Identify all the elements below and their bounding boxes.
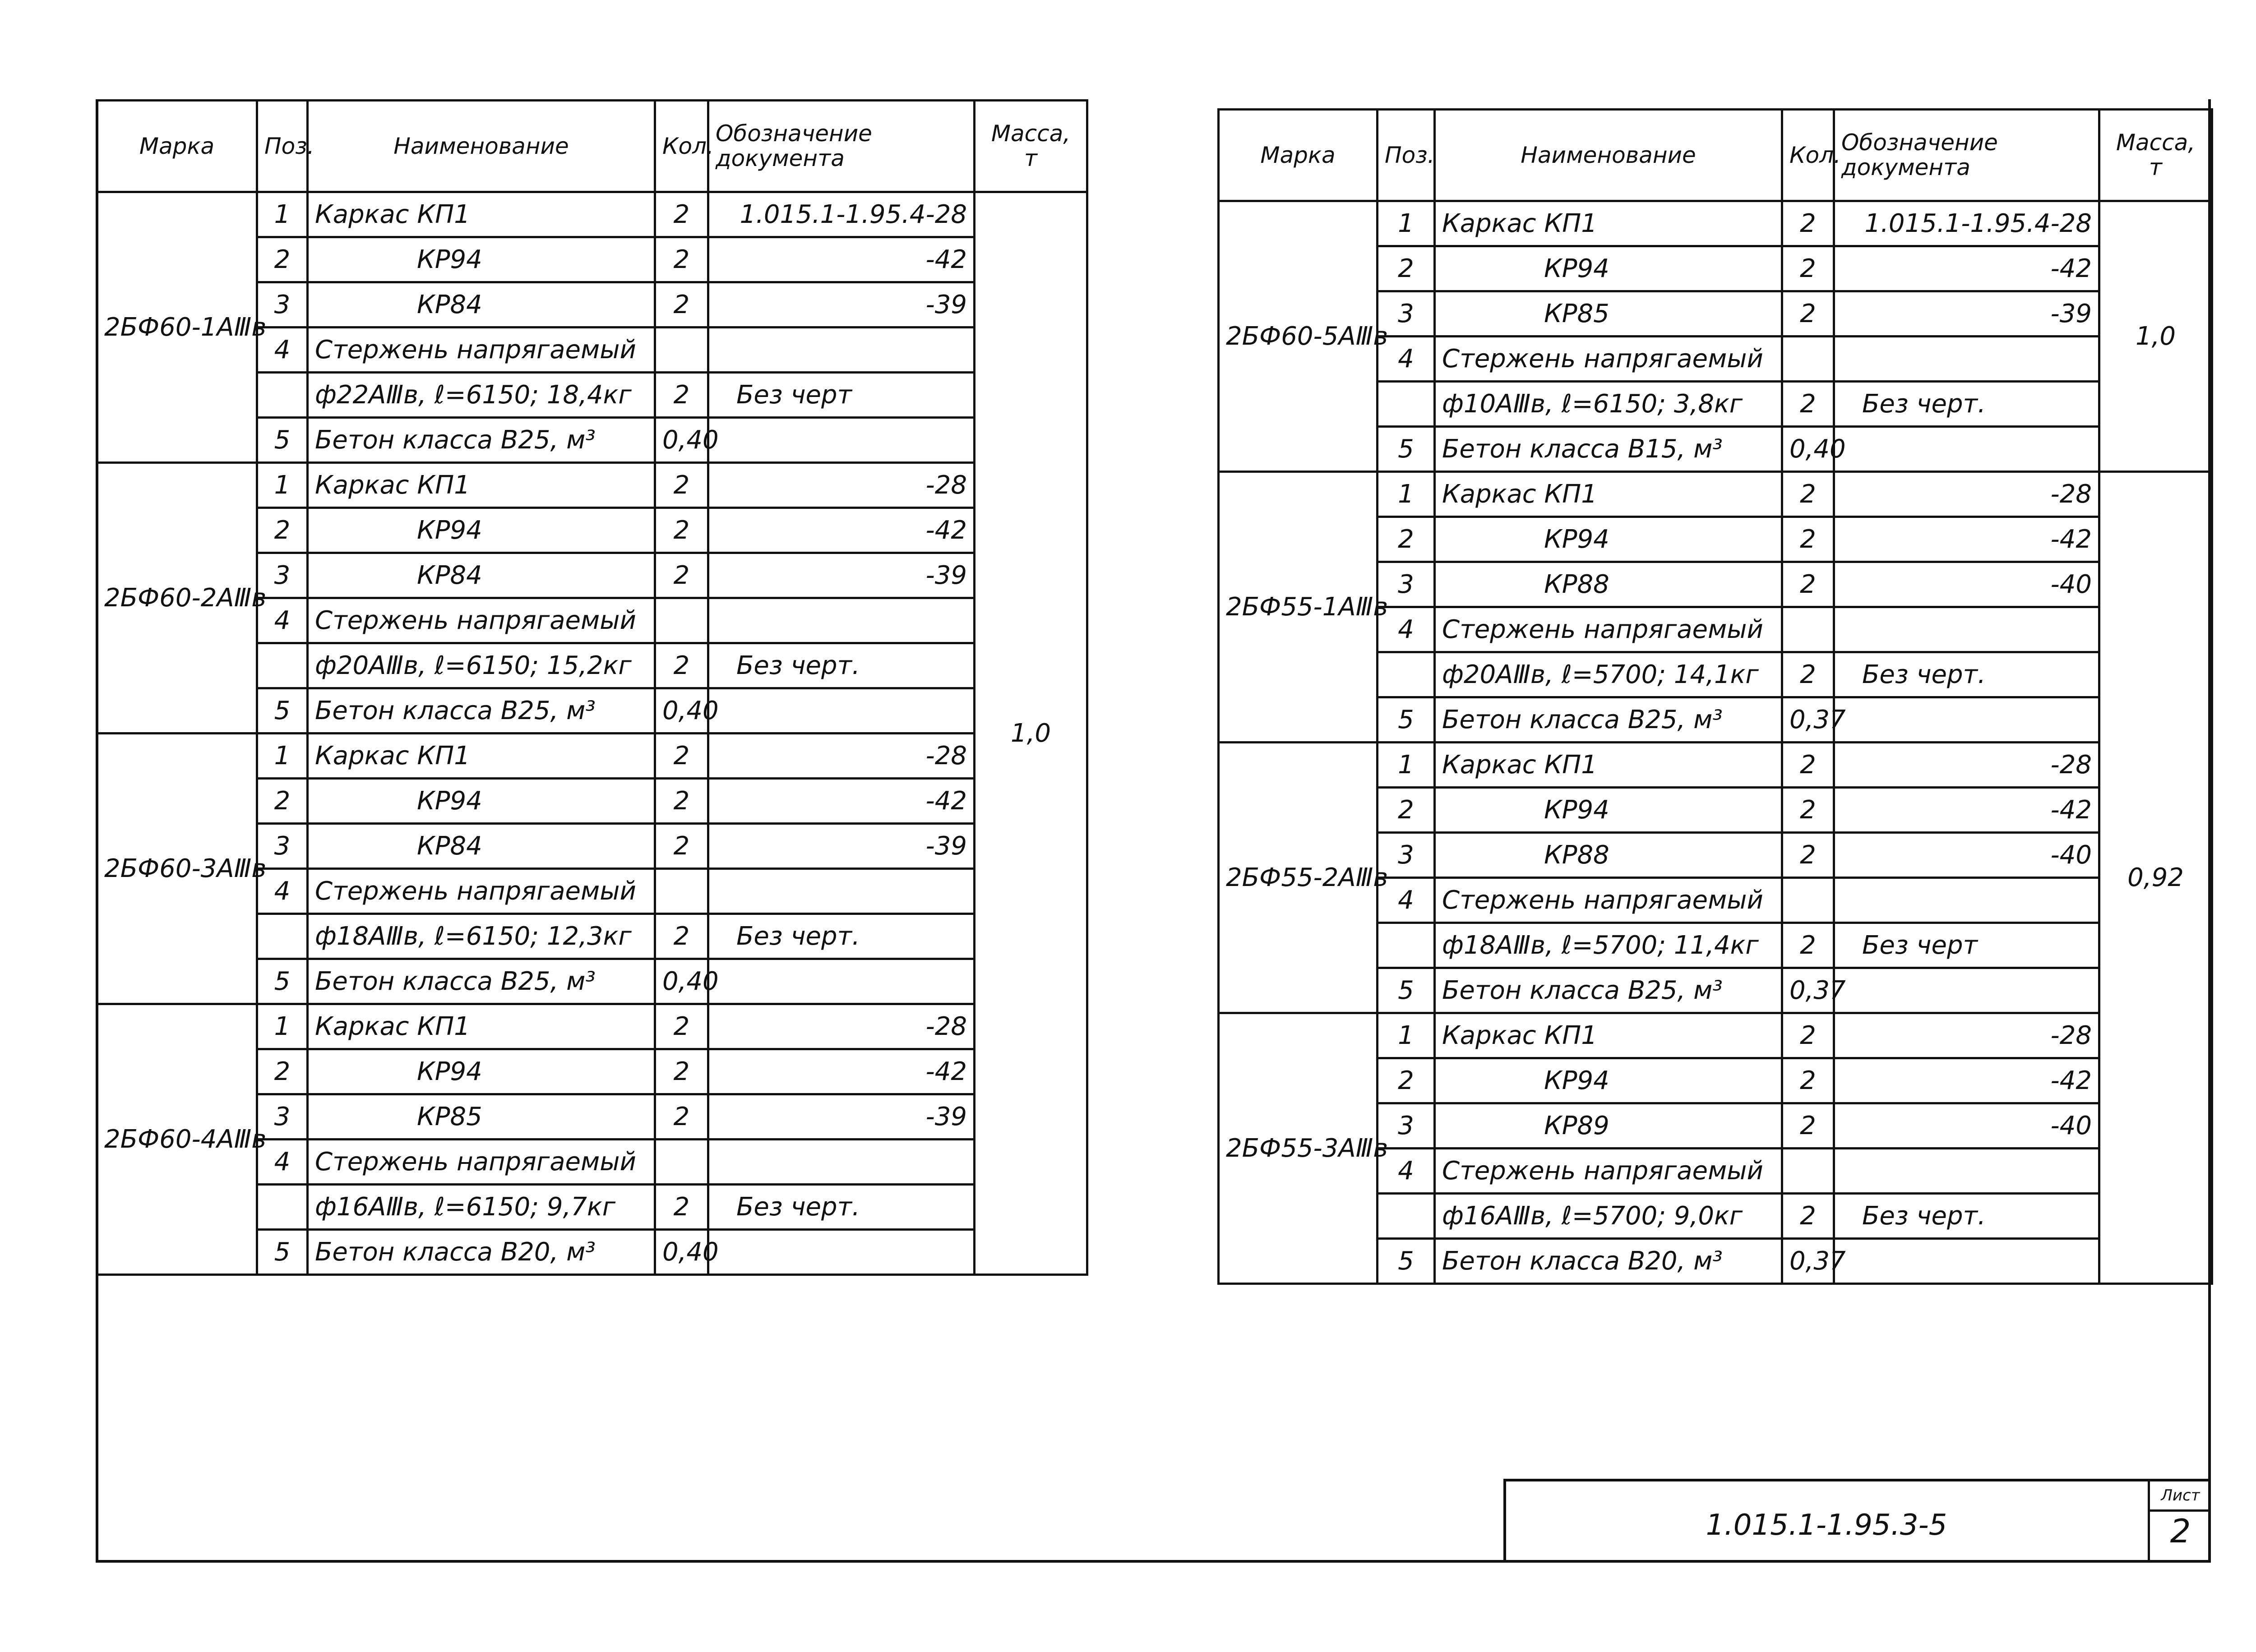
document-cell (708, 688, 975, 734)
quantity-cell: 2 (655, 1185, 708, 1230)
quantity-cell: 2 (655, 463, 708, 508)
item-name-cell: Стержень напрягаемый (308, 328, 655, 373)
mark-cell: 2БФ55-3АⅢв (1219, 1013, 1378, 1284)
table-row (97, 192, 1087, 237)
item-name-cell: Стержень напрягаемый (308, 869, 655, 914)
title-block (1503, 1479, 2211, 1563)
header-name: Наименование (308, 101, 655, 192)
quantity-cell: 2 (1782, 382, 1834, 427)
item-name-cell: КР94 (1435, 246, 1782, 291)
sheet-label: Лист (2150, 1481, 2211, 1512)
document-cell (1834, 1149, 2099, 1194)
position-cell (257, 643, 308, 688)
document-cell (1834, 968, 2099, 1013)
item-name-cell: КР94 (308, 237, 655, 282)
quantity-cell: 2 (1782, 923, 1834, 968)
item-name-cell: КР89 (1435, 1103, 1782, 1149)
quantity-cell: 2 (655, 914, 708, 959)
position-cell: 5 (257, 1230, 308, 1275)
document-cell: -28 (1834, 743, 2099, 788)
position-cell: 4 (257, 869, 308, 914)
item-name-cell: ф10АⅢв, ℓ=6150; 3,8кг (1435, 382, 1782, 427)
mark-cell: 2БФ55-2АⅢв (1219, 743, 1378, 1013)
document-cell: Без черт. (708, 643, 975, 688)
item-name-cell: КР94 (1435, 788, 1782, 833)
quantity-cell: 2 (655, 734, 708, 779)
quantity-cell: 0,37 (1782, 1239, 1834, 1284)
document-cell: -39 (708, 553, 975, 598)
position-cell: 1 (257, 1004, 308, 1049)
quantity-cell: 2 (655, 643, 708, 688)
item-name-cell: Каркас КП1 (308, 192, 655, 237)
document-code: 1.015.1-1.95.3-5 (1706, 1509, 1947, 1542)
header-doc: Обозначение документа (1834, 110, 2099, 201)
document-cell: -28 (708, 463, 975, 508)
item-name-cell: ф22АⅢв, ℓ=6150; 18,4кг (308, 373, 655, 418)
document-cell: Без черт (708, 373, 975, 418)
position-cell (1378, 382, 1435, 427)
item-name-cell: КР84 (308, 553, 655, 598)
header-mark: Марка (1219, 110, 1378, 201)
quantity-cell: 2 (1782, 833, 1834, 878)
quantity-cell: 2 (655, 553, 708, 598)
quantity-cell (655, 328, 708, 373)
document-cell: -40 (1834, 562, 2099, 607)
position-cell: 2 (1378, 1058, 1435, 1103)
position-cell: 5 (1378, 968, 1435, 1013)
quantity-cell: 2 (1782, 291, 1834, 337)
position-cell: 3 (257, 553, 308, 598)
quantity-cell: 0,37 (1782, 968, 1834, 1013)
mark-cell: 2БФ55-1АⅢв (1219, 472, 1378, 743)
sheet-number: 2 (2170, 1512, 2191, 1550)
quantity-cell: 2 (1782, 472, 1834, 517)
document-cell: -39 (708, 1094, 975, 1140)
header-pos: Поз. (257, 101, 308, 192)
mass-cell: 1,0 (975, 192, 1087, 1275)
table-row (97, 1004, 1087, 1049)
item-name-cell: Стержень напрягаемый (1435, 337, 1782, 382)
table-row (1219, 1013, 2212, 1058)
table-row (97, 734, 1087, 779)
quantity-cell: 2 (1782, 743, 1834, 788)
quantity-cell (1782, 1149, 1834, 1194)
sheet-number-cell (2148, 1481, 2211, 1563)
item-name-cell: ф18АⅢв, ℓ=5700; 11,4кг (1435, 923, 1782, 968)
position-cell (257, 373, 308, 418)
quantity-cell (655, 869, 708, 914)
table-row (1219, 201, 2212, 246)
position-cell: 2 (1378, 246, 1435, 291)
item-name-cell: Бетон класса В25, м³ (1435, 697, 1782, 743)
document-cell (1834, 1239, 2099, 1284)
quantity-cell: 0,40 (655, 688, 708, 734)
quantity-cell: 2 (655, 779, 708, 824)
header-qty: Кол. (655, 101, 708, 192)
item-name-cell: Каркас КП1 (1435, 472, 1782, 517)
document-cell: -42 (708, 237, 975, 282)
quantity-cell: 0,40 (655, 959, 708, 1004)
quantity-cell: 2 (655, 237, 708, 282)
item-name-cell: ф20АⅢв, ℓ=6150; 15,2кг (308, 643, 655, 688)
table-row (1219, 743, 2212, 788)
item-name-cell: Бетон класса В25, м³ (308, 688, 655, 734)
mark-cell: 2БФ60-5АⅢв (1219, 201, 1378, 472)
item-name-cell: КР84 (308, 824, 655, 869)
quantity-cell (1782, 607, 1834, 652)
item-name-cell: Бетон класса В15, м³ (1435, 427, 1782, 472)
item-name-cell: Каркас КП1 (308, 463, 655, 508)
item-name-cell: КР88 (1435, 833, 1782, 878)
document-cell: -40 (1834, 1103, 2099, 1149)
quantity-cell: 2 (655, 373, 708, 418)
position-cell: 4 (257, 598, 308, 643)
document-cell: Без черт. (708, 914, 975, 959)
header-pos: Поз. (1378, 110, 1435, 201)
mark-cell: 2БФ60-4АⅢв (97, 1004, 257, 1275)
document-cell (1834, 697, 2099, 743)
item-name-cell: ф20АⅢв, ℓ=5700; 14,1кг (1435, 652, 1782, 697)
quantity-cell: 2 (1782, 246, 1834, 291)
position-cell: 2 (1378, 788, 1435, 833)
position-cell: 3 (257, 824, 308, 869)
document-cell: -42 (1834, 788, 2099, 833)
quantity-cell: 2 (1782, 788, 1834, 833)
quantity-cell: 0,40 (655, 418, 708, 463)
document-cell: -28 (708, 734, 975, 779)
position-cell: 4 (257, 1140, 308, 1185)
position-cell: 3 (257, 1094, 308, 1140)
quantity-cell: 2 (1782, 201, 1834, 246)
item-name-cell: Стержень напрягаемый (308, 1140, 655, 1185)
position-cell (1378, 1194, 1435, 1239)
position-cell: 2 (1378, 517, 1435, 562)
position-cell: 5 (257, 959, 308, 1004)
header-mass: Масса, т (975, 101, 1087, 192)
document-cell: 1.015.1-1.95.4-28 (1834, 201, 2099, 246)
position-cell: 2 (257, 779, 308, 824)
mass-cell: 1,0 (2099, 201, 2212, 472)
position-cell: 1 (257, 463, 308, 508)
document-cell: -28 (1834, 1013, 2099, 1058)
document-cell: Без черт. (708, 1185, 975, 1230)
position-cell (1378, 923, 1435, 968)
item-name-cell: КР85 (1435, 291, 1782, 337)
item-name-cell: КР94 (1435, 517, 1782, 562)
quantity-cell: 2 (655, 1049, 708, 1094)
item-name-cell: Стержень напрягаемый (1435, 878, 1782, 923)
document-cell: -28 (1834, 472, 2099, 517)
document-cell: -42 (1834, 1058, 2099, 1103)
header-doc: Обозначение документа (708, 101, 975, 192)
document-cell: -42 (708, 1049, 975, 1094)
position-cell: 1 (1378, 1013, 1435, 1058)
document-cell: -28 (708, 1004, 975, 1049)
quantity-cell: 2 (655, 508, 708, 553)
item-name-cell: Каркас КП1 (1435, 201, 1782, 246)
table-row (97, 463, 1087, 508)
item-name-cell: Бетон класса В20, м³ (308, 1230, 655, 1275)
document-cell (1834, 607, 2099, 652)
header-qty: Кол. (1782, 110, 1834, 201)
item-name-cell: КР84 (308, 282, 655, 328)
position-cell: 5 (1378, 1239, 1435, 1284)
table-row (1219, 472, 2212, 517)
position-cell: 5 (257, 418, 308, 463)
header-mark: Марка (97, 101, 257, 192)
document-cell (708, 598, 975, 643)
quantity-cell (655, 598, 708, 643)
quantity-cell: 2 (1782, 517, 1834, 562)
item-name-cell: Каркас КП1 (308, 1004, 655, 1049)
position-cell: 2 (257, 508, 308, 553)
quantity-cell: 2 (655, 1004, 708, 1049)
table-header-row (97, 101, 1087, 192)
left-spec-table (96, 99, 1088, 1276)
quantity-cell: 0,40 (1782, 427, 1834, 472)
document-cell (708, 959, 975, 1004)
quantity-cell: 0,40 (655, 1230, 708, 1275)
quantity-cell: 2 (1782, 1103, 1834, 1149)
document-cell: Без черт (1834, 923, 2099, 968)
quantity-cell: 2 (1782, 1194, 1834, 1239)
header-name: Наименование (1435, 110, 1782, 201)
document-cell: Без черт. (1834, 1194, 2099, 1239)
position-cell: 5 (1378, 427, 1435, 472)
position-cell (257, 1185, 308, 1230)
position-cell (1378, 652, 1435, 697)
quantity-cell: 0,37 (1782, 697, 1834, 743)
item-name-cell: КР88 (1435, 562, 1782, 607)
quantity-cell (1782, 878, 1834, 923)
item-name-cell: Бетон класса В25, м³ (1435, 968, 1782, 1013)
position-cell: 5 (1378, 697, 1435, 743)
item-name-cell: КР94 (308, 508, 655, 553)
position-cell: 1 (257, 734, 308, 779)
item-name-cell: Стержень напрягаемый (308, 598, 655, 643)
document-cell (708, 328, 975, 373)
document-cell (1834, 427, 2099, 472)
right-spec-table (1217, 108, 2213, 1285)
table-header-row (1219, 110, 2212, 201)
item-name-cell: КР94 (1435, 1058, 1782, 1103)
item-name-cell: КР94 (308, 779, 655, 824)
item-name-cell: Стержень напрягаемый (1435, 1149, 1782, 1194)
document-cell: -39 (1834, 291, 2099, 337)
item-name-cell: Каркас КП1 (1435, 1013, 1782, 1058)
item-name-cell: КР85 (308, 1094, 655, 1140)
quantity-cell: 2 (655, 1094, 708, 1140)
item-name-cell: Стержень напрягаемый (1435, 607, 1782, 652)
position-cell: 2 (257, 237, 308, 282)
position-cell: 1 (257, 192, 308, 237)
document-cell (708, 869, 975, 914)
document-cell: -39 (708, 824, 975, 869)
mass-cell: 0,92 (2099, 472, 2212, 1284)
position-cell (257, 914, 308, 959)
document-cell: -40 (1834, 833, 2099, 878)
position-cell: 1 (1378, 472, 1435, 517)
mark-cell: 2БФ60-1АⅢв (97, 192, 257, 463)
quantity-cell: 2 (1782, 1013, 1834, 1058)
position-cell: 3 (1378, 833, 1435, 878)
position-cell: 1 (1378, 201, 1435, 246)
item-name-cell: ф18АⅢв, ℓ=6150; 12,3кг (308, 914, 655, 959)
document-cell: -42 (708, 779, 975, 824)
position-cell: 4 (1378, 878, 1435, 923)
document-cell: -42 (1834, 246, 2099, 291)
quantity-cell (655, 1140, 708, 1185)
document-cell: 1.015.1-1.95.4-28 (708, 192, 975, 237)
item-name-cell: КР94 (308, 1049, 655, 1094)
document-cell: -39 (708, 282, 975, 328)
quantity-cell: 2 (655, 192, 708, 237)
position-cell: 4 (1378, 1149, 1435, 1194)
position-cell: 1 (1378, 743, 1435, 788)
document-cell (1834, 878, 2099, 923)
quantity-cell: 2 (1782, 1058, 1834, 1103)
document-cell (708, 1230, 975, 1275)
mark-cell: 2БФ60-3АⅢв (97, 734, 257, 1004)
document-cell: -42 (1834, 517, 2099, 562)
item-name-cell: ф16АⅢв, ℓ=5700; 9,0кг (1435, 1194, 1782, 1239)
position-cell: 3 (1378, 562, 1435, 607)
document-cell (708, 1140, 975, 1185)
quantity-cell: 2 (655, 824, 708, 869)
item-name-cell: Бетон класса В25, м³ (308, 959, 655, 1004)
quantity-cell: 2 (655, 282, 708, 328)
mark-cell: 2БФ60-2АⅢв (97, 463, 257, 734)
position-cell: 3 (1378, 291, 1435, 337)
document-cell (1834, 337, 2099, 382)
quantity-cell: 2 (1782, 562, 1834, 607)
item-name-cell: Каркас КП1 (1435, 743, 1782, 788)
position-cell: 2 (257, 1049, 308, 1094)
document-cell: Без черт. (1834, 382, 2099, 427)
quantity-cell: 2 (1782, 652, 1834, 697)
document-cell (708, 418, 975, 463)
quantity-cell (1782, 337, 1834, 382)
position-cell: 4 (257, 328, 308, 373)
position-cell: 5 (257, 688, 308, 734)
document-cell: -42 (708, 508, 975, 553)
position-cell: 4 (1378, 337, 1435, 382)
item-name-cell: Бетон класса В25, м³ (308, 418, 655, 463)
position-cell: 3 (1378, 1103, 1435, 1149)
item-name-cell: Каркас КП1 (308, 734, 655, 779)
header-mass: Масса, т (2099, 110, 2212, 201)
item-name-cell: ф16АⅢв, ℓ=6150; 9,7кг (308, 1185, 655, 1230)
document-cell: Без черт. (1834, 652, 2099, 697)
position-cell: 4 (1378, 607, 1435, 652)
item-name-cell: Бетон класса В20, м³ (1435, 1239, 1782, 1284)
position-cell: 3 (257, 282, 308, 328)
